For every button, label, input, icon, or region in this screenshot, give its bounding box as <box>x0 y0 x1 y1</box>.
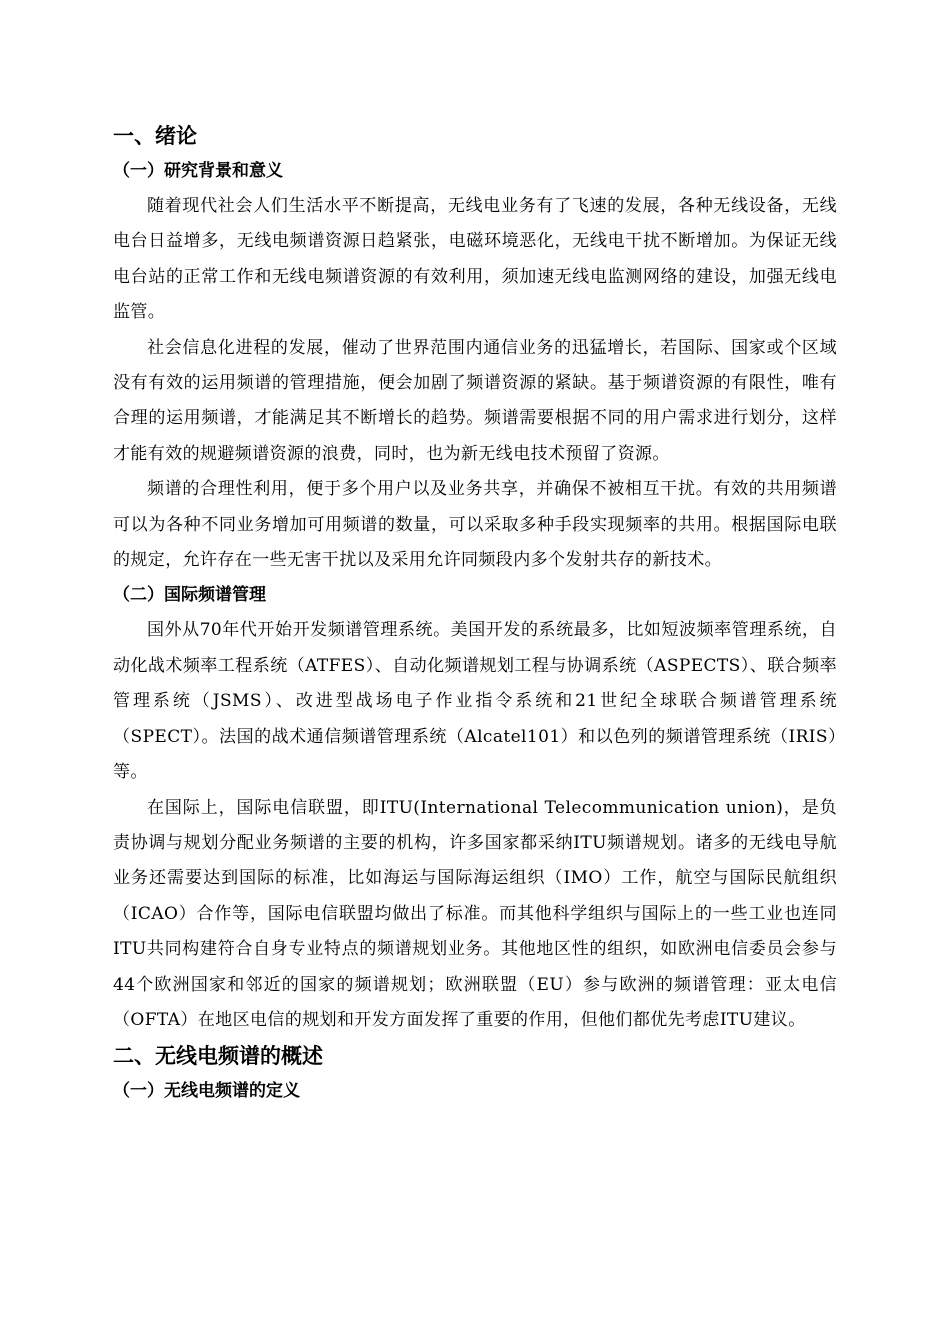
section-heading-spectrum-overview: 二、无线电频谱的概述 <box>113 1044 323 1069</box>
subsection-heading-background: （一）研究背景和意义 <box>113 161 283 181</box>
paragraph: 随着现代社会人们生活水平不断提高，无线电业务有了飞速的发展，各种无线设备，无线电台日益增多，无线电频谱资源日趋紧张，电磁环境恶化，无线电干扰不断增加。为保证无线电台站的正常工作和无线电频谱资源的有效利用，须加速无线电监测网络的建设，加强无线电监管。 <box>113 196 837 323</box>
paragraph: 社会信息化进程的发展，催动了世界范围内通信业务的迅猛增长，若国际、国家或个区域没有有效的运用频谱的管理措施，便会加剧了频谱资源的紧缺。基于频谱资源的有限性，唯有合理的运用频谱，才能满足其不断增长的趋势。频谱需要根据不同的用户需求进行划分，这样才能有效的规避频谱资源的浪费，同时，也为新无线电技术预留了资源。 <box>113 337 837 464</box>
subsection-heading-spectrum-definition: （一）无线电频谱的定义 <box>113 1081 300 1102</box>
paragraph: 国外从70年代开始开发频谱管理系统。美国开发的系统最多，比如短波频率管理系统，自动化战术频率工程系统（ATFES）、自动化频谱规划工程与协调系统（ASPECTS）、联合频率管理系统（JSMS）、改进型战场电子作业指令系统和21世纪全球联合频谱管理系统（SPECT）。法国的战术通信频谱管理系统（Alcatel101）和以色列的频谱管理系统（IRIS）等。 <box>113 620 837 783</box>
subsection-heading-international-spectrum: （二）国际频谱管理 <box>113 585 266 606</box>
paragraph: 在国际上，国际电信联盟，即ITU(International Telecommunication union)，是负责协调与规划分配业务频谱的主要的机构，许多国家都采纳ITU频谱规划。诸多的无线电导航业务还需要达到国际的标准，比如海运与国际海运组织（IMO）工作，航空与国际民航组织（ICAO）合作等，国际电信联盟均做出了标准。而其他科学组织与国际上的一些工业也连同ITU共同构建符合自身专业特点的频谱规划业务。其他地区性的组织，如欧洲电信委员会参与44个欧洲国家和邻近的国家的频谱规划；欧洲联盟（EU）参与欧洲的频谱管理：亚太电信（OFTA）在地区电信的规划和开发方面发挥了重要的作用，但他们都优先考虑ITU建议。 <box>113 797 837 1030</box>
paragraph: 频谱的合理性利用，便于多个用户以及业务共享，并确保不被相互干扰。有效的共用频谱可以为各种不同业务增加可用频谱的数量，可以采取多种手段实现频率的共用。根据国际电联的规定，允许存在一些无害干扰以及采用允许同频段内多个发射共存的新技术。 <box>113 479 837 571</box>
document-body <box>113 118 837 1109</box>
section-heading-introduction: 一、绪论 <box>113 124 197 148</box>
